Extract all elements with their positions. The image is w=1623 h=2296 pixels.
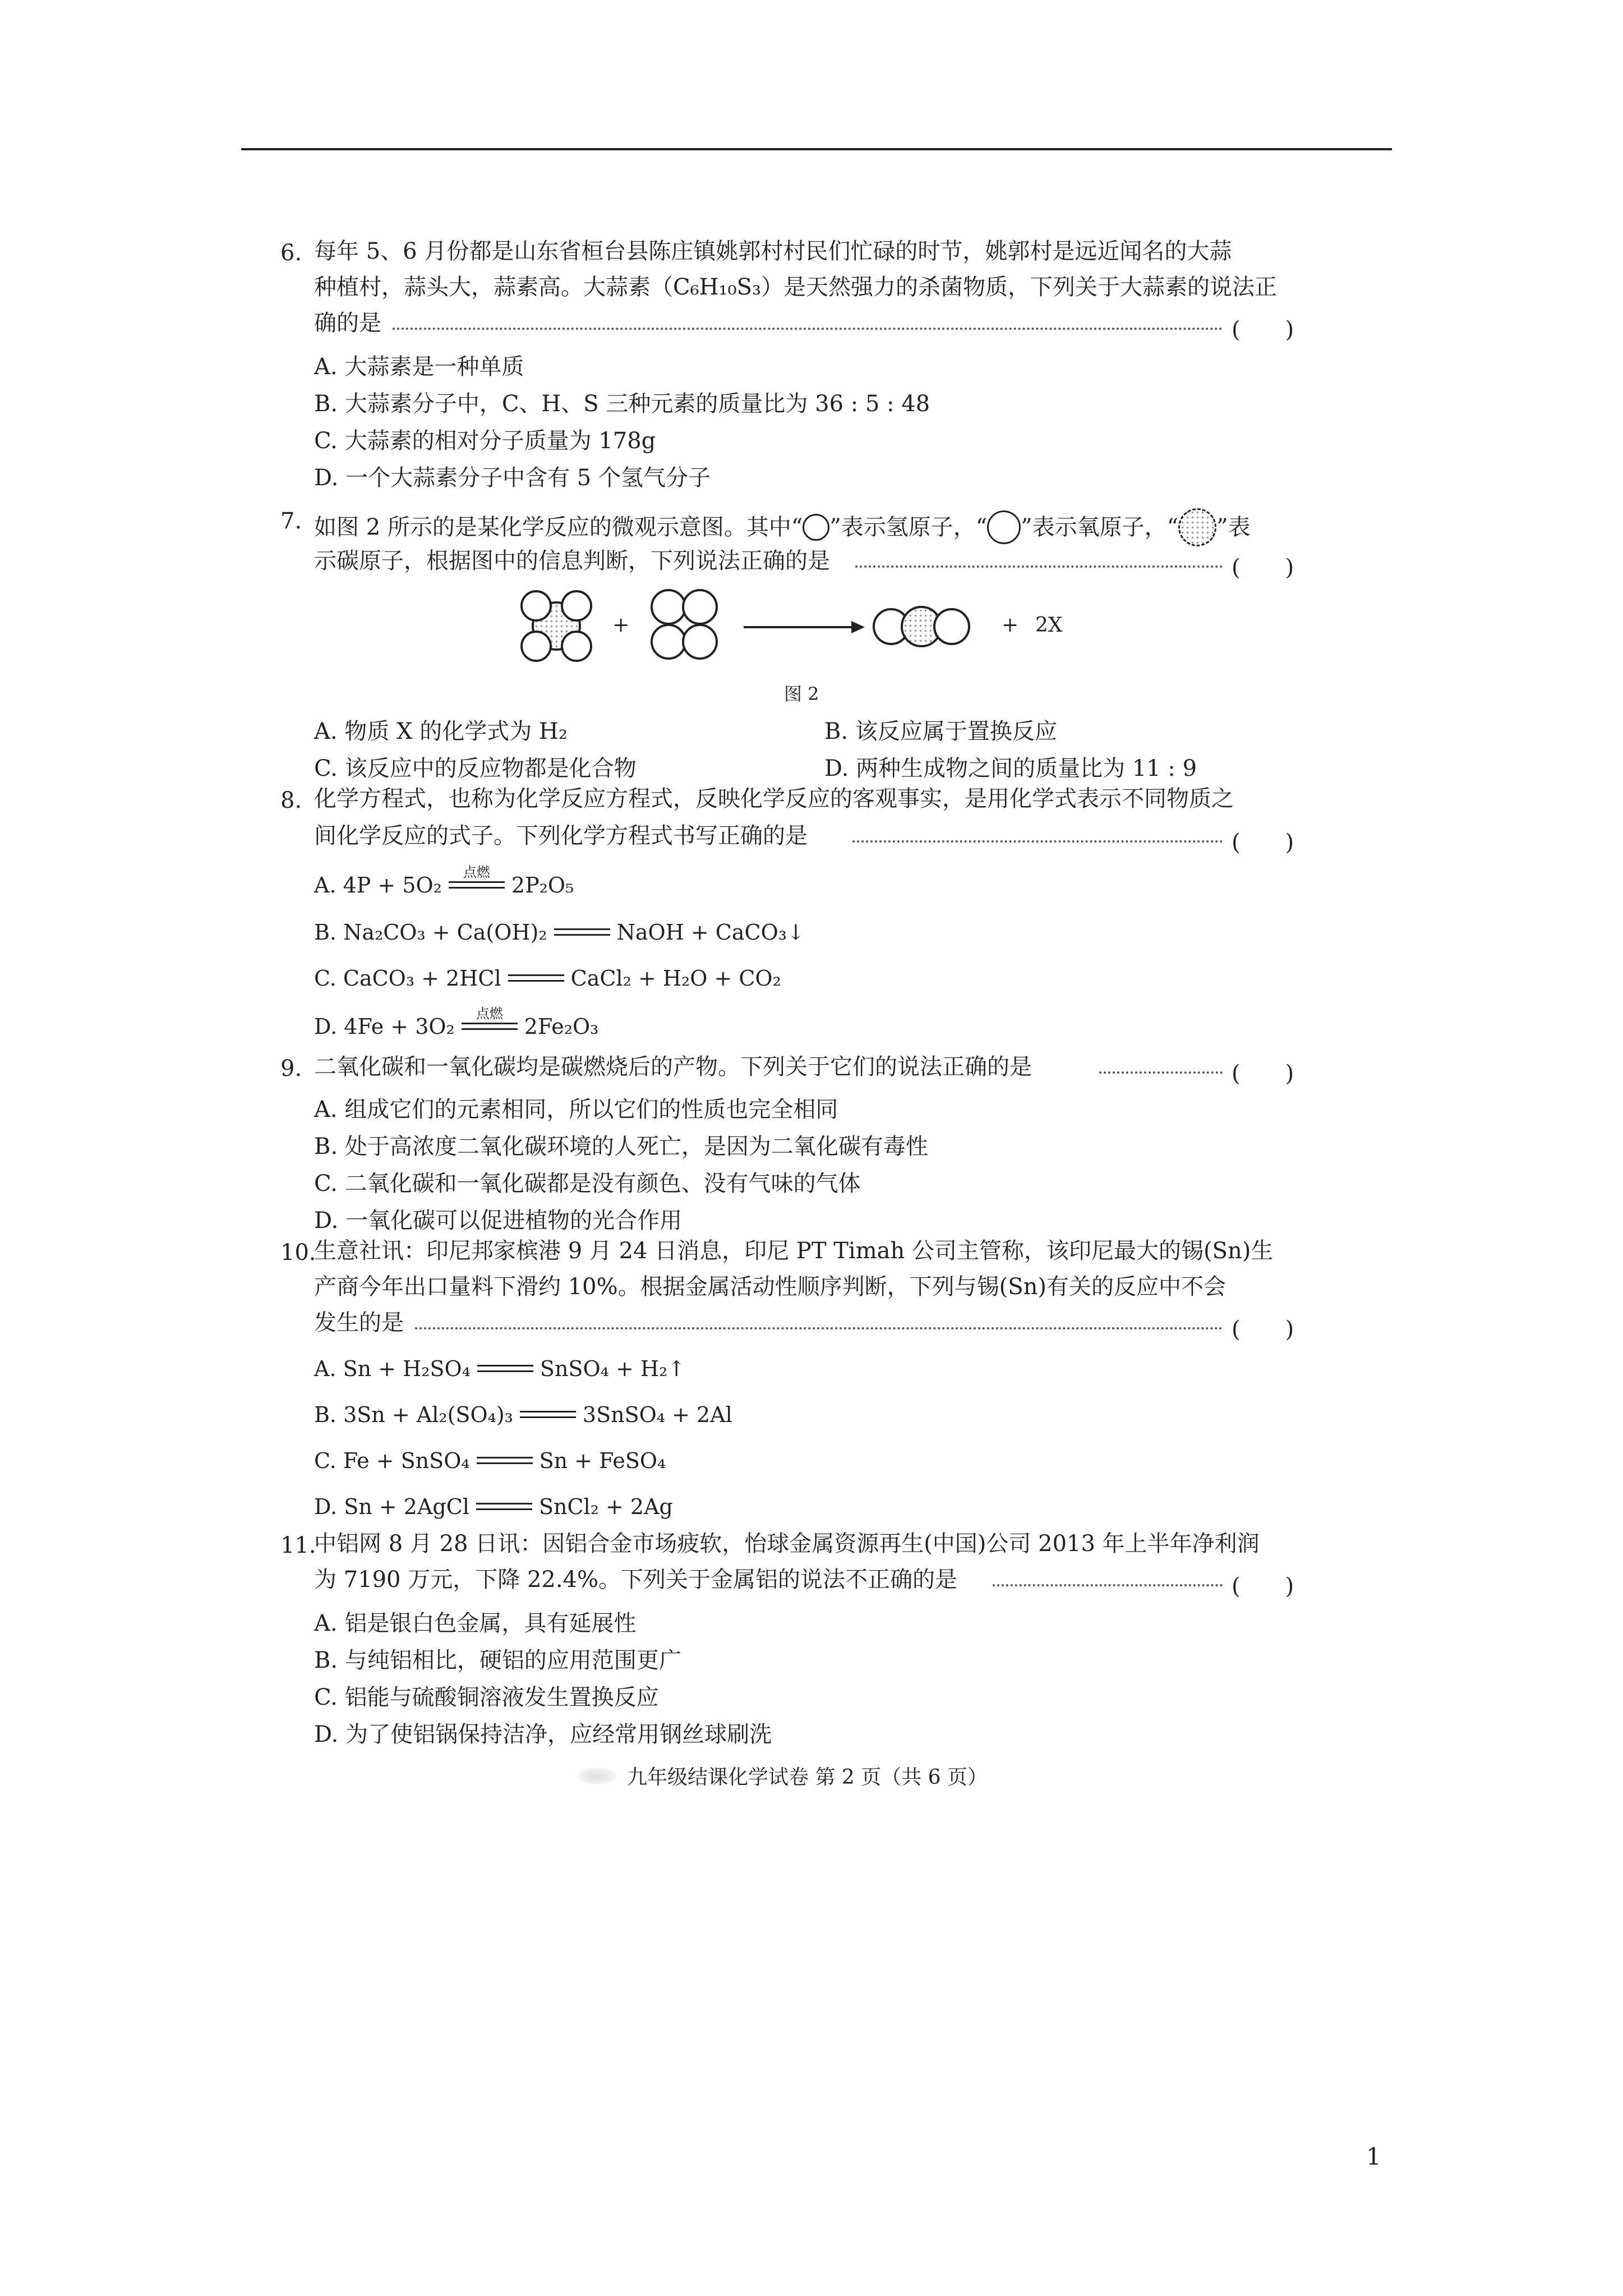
q8-c-reactants: C. CaCO₃ + 2HCl [314,966,501,991]
q8-option-a [314,864,574,898]
q10-option-a [314,1356,685,1381]
q9-option-a: A. 组成它们的元素相同，所以它们的性质也完全相同 [314,1097,838,1122]
q10-option-b [314,1402,732,1427]
exam-footer [578,1761,988,1790]
q10-c-reactants: C. Fe + SnSO₄ [314,1448,470,1473]
q7-line-1-part-c: ”表示氧原子，“ [1021,514,1179,540]
q9-number: 9. [280,1056,302,1082]
reactant-2-oxygen-atom [651,624,686,660]
q7-number: 7. [280,508,302,534]
q11-option-d: D. 为了使铝锅保持洁净，应经常用钢丝球刷洗 [314,1722,772,1747]
plus-sign: + [612,614,630,637]
equals-sign [520,1410,576,1420]
equals-sign [476,1502,532,1512]
q10-c-products: Sn + FeSO₄ [539,1448,666,1473]
q7-option-c: C. 该反应中的反应物都是化合物 [314,756,637,781]
q9-option-b: B. 处于高浓度二氧化碳环境的人死亡，是因为二氧化碳有毒性 [314,1134,928,1159]
q9-answer-blank: ( ) [1232,1061,1294,1087]
q6-number: 6. [280,240,302,266]
q9-option-c: C. 二氧化碳和一氧化碳都是没有颜色、没有气味的气体 [314,1171,861,1197]
header-rule [241,148,1392,150]
q9-leader-dots [1099,1071,1223,1074]
q11-number: 11. [280,1533,316,1558]
q8-c-products: CaCl₂ + H₂O + CO₂ [570,966,781,991]
q7-option-b: B. 该反应属于置换反应 [824,719,1057,744]
equals-sign [462,1006,518,1032]
q7-leader-dots [855,565,1223,568]
q11-leader-dots [993,1584,1223,1586]
reactant-1-hydrogen-atom [520,590,552,622]
plus-sign: + [1002,614,1019,637]
equals-sign [449,864,505,890]
q11-line-2: 为 7190 万元，下降 22.4%。下列关于金属铝的说法不正确的是 [314,1567,958,1593]
reaction-condition: 点燃 [476,1006,503,1022]
q7-line-1 [314,508,1251,546]
reactant-2-oxygen-atom [682,624,718,660]
q8-option-b [314,920,805,945]
q6-line-2: 种植村，蒜头大，蒜素高。大蒜素（C₆H₁₀S₃）是天然强力的杀菌物质，下列关于大蒜素的说法正 [314,274,1278,300]
q8-a-reactants: A. 4P + 5O₂ [314,873,442,898]
q8-option-c [314,966,781,991]
q9-option-d: D. 一氧化碳可以促进植物的光合作用 [314,1208,683,1234]
oxygen-atom-icon [987,510,1021,544]
reactant-1-hydrogen-atom [520,631,552,662]
equals-sign [477,1364,533,1374]
q8-a-products: 2P₂O₅ [511,873,574,898]
q7-answer-blank: ( ) [1232,555,1294,581]
equals-sign [508,973,564,983]
q8-line-2: 间化学反应的式子。下列化学方程式书写正确的是 [314,823,808,849]
q8-b-products: NaOH + CaCO₃↓ [616,920,805,945]
q10-line-1: 生意社讯：印尼邦家槟港 9 月 24 日消息，印尼 PT Timah 公司主管称，该印尼最大的锡(Sn)生 [314,1238,1274,1264]
q10-d-products: SnCl₂ + 2Ag [538,1494,673,1519]
reactant-1-hydrogen-atom [561,590,592,622]
q8-option-d [314,1006,599,1039]
q10-b-products: 3SnSO₄ + 2Al [582,1402,732,1427]
q7-line-2: 示碳原子，根据图中的信息判断，下列说法正确的是 [314,548,830,574]
q8-leader-dots [852,840,1223,843]
q10-option-d [314,1494,673,1519]
q10-number: 10. [280,1240,316,1266]
reaction-condition: 点燃 [463,864,490,880]
q11-option-c: C. 铝能与硫酸铜溶液发生置换反应 [314,1685,659,1710]
q7-line-1-part-b: ”表示氢原子，“ [829,514,988,540]
product-oxygen-atom [933,608,970,645]
q9-line-1: 二氧化碳和一氧化碳均是碳燃烧后的产物。下列关于它们的说法正确的是 [314,1054,1032,1080]
hydrogen-atom-icon [803,514,829,541]
reactant-2-oxygen-atom [682,589,718,625]
q11-option-a: A. 铝是银白色金属，具有延展性 [314,1611,637,1636]
q10-option-c [314,1448,666,1473]
carbon-atom-icon [1178,508,1216,546]
q6-answer-blank: ( ) [1232,317,1294,343]
q6-line-1: 每年 5、6 月份都是山东省桓台县陈庄镇姚郭村村民们忙碌的时节，姚郭村是远近闻名的大蒜 [314,238,1232,264]
q6-option-d: D. 一个大蒜素分子中含有 5 个氢气分子 [314,465,711,491]
smudge-mark [578,1768,617,1784]
reaction-arrow [744,626,861,628]
q10-line-3: 发生的是 [314,1310,404,1336]
q7-line-1-part-a: 如图 2 所示的是某化学反应的微观示意图。其中“ [314,514,803,540]
q8-answer-blank: ( ) [1232,830,1294,855]
q6-option-b: B. 大蒜素分子中，C、H、S 三种元素的质量比为 36 : 5 : 48 [314,391,930,417]
q10-a-products: SnSO₄ + H₂↑ [540,1356,686,1381]
q6-option-a: A. 大蒜素是一种单质 [314,354,524,380]
q10-a-reactants: A. Sn + H₂SO₄ [314,1356,471,1381]
figure-caption: 图 2 [784,683,819,705]
q8-number: 8. [280,788,302,813]
q8-b-reactants: B. Na₂CO₃ + Ca(OH)₂ [314,920,547,945]
q10-leader-dots [415,1327,1223,1329]
product-2x: 2X [1035,614,1063,637]
reactant-2-oxygen-atom [651,589,686,625]
q10-line-2: 产商今年出口量料下滑约 10%。根据金属活动性顺序判断，下列与锡(Sn)有关的反应中不会 [314,1274,1226,1300]
q6-line-3: 确的是 [314,310,381,336]
q10-b-reactants: B. 3Sn + Al₂(SO₄)₃ [314,1402,513,1427]
q8-d-reactants: D. 4Fe + 3O₂ [314,1014,455,1039]
q6-option-c: C. 大蒜素的相对分子质量为 178g [314,428,656,454]
q11-answer-blank: ( ) [1232,1573,1294,1599]
q10-d-reactants: D. Sn + 2AgCl [314,1494,469,1519]
q8-d-products: 2Fe₂O₃ [524,1014,599,1039]
reactant-1-hydrogen-atom [561,631,592,662]
q10-answer-blank: ( ) [1232,1317,1294,1342]
equals-sign [554,927,610,937]
q7-option-d: D. 两种生成物之间的质量比为 11 : 9 [824,756,1197,781]
q7-line-1-part-d: ”表 [1216,514,1251,540]
q11-line-1: 中铝网 8 月 28 日讯：因铝合金市场疲软，怡球金属资源再生(中国)公司 2013 年上半年净利润 [314,1531,1260,1557]
q7-option-a: A. 物质 X 的化学式为 H₂ [314,719,568,744]
equals-sign [477,1456,533,1466]
footer-text: 九年级结课化学试卷 第 2 页（共 6 页） [627,1766,988,1789]
q11-option-b: B. 与纯铝相比，硬铝的应用范围更广 [314,1648,681,1673]
page-number: 1 [1366,2143,1381,2170]
q8-line-1: 化学方程式，也称为化学反应方程式，反映化学反应的客观事实，是用化学式表示不同物质之 [314,786,1234,812]
q6-leader-dots [393,328,1223,330]
